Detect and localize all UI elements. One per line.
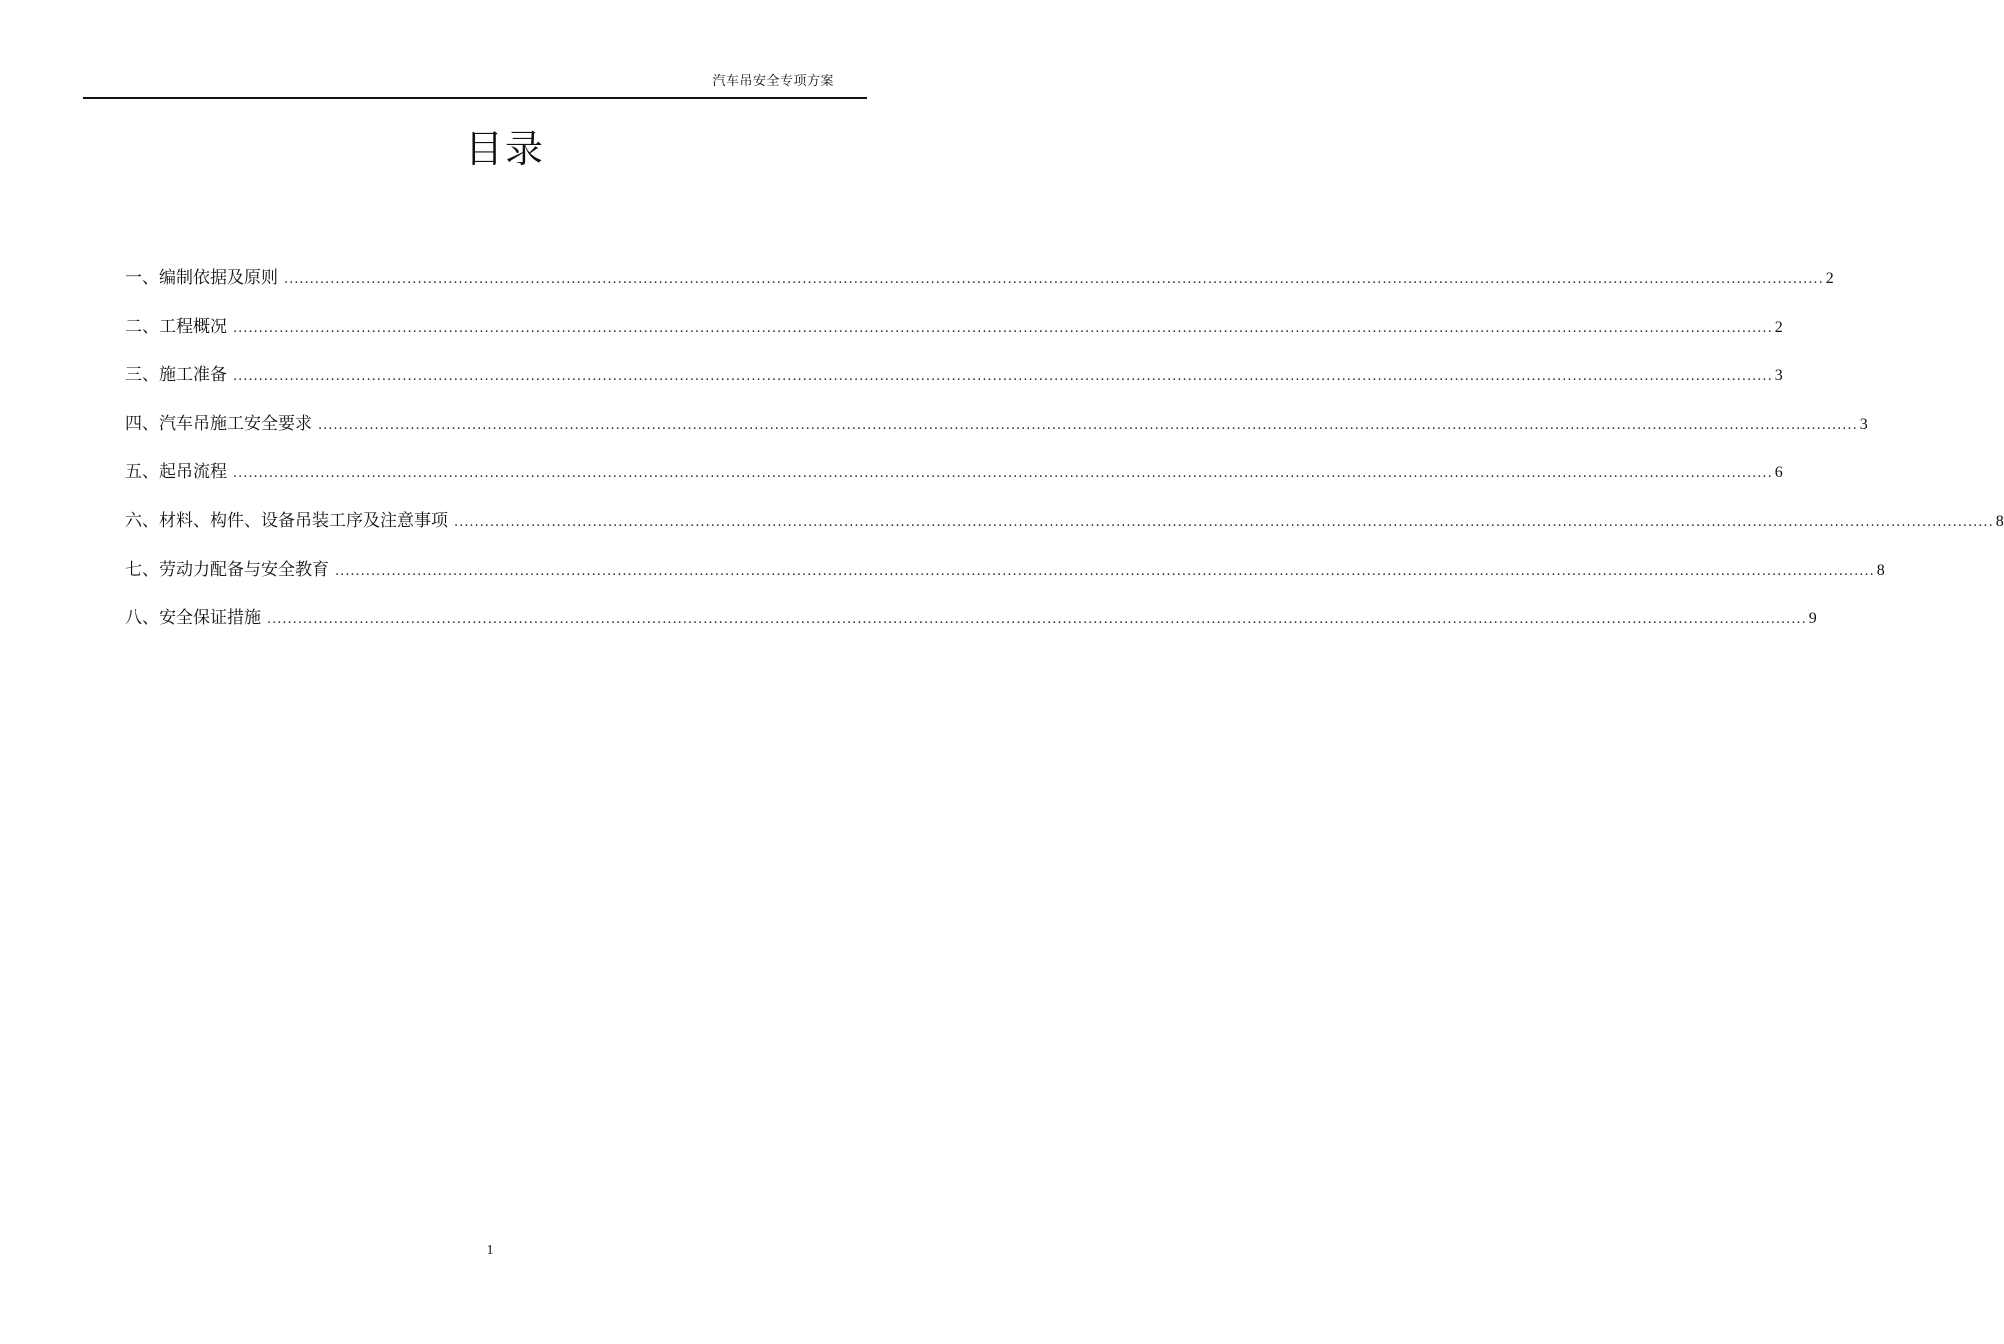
- toc-entry-5[interactable]: [125, 457, 1783, 506]
- page-title: 目录: [464, 127, 545, 171]
- toc-leader-dots: ............................................................................................................................................................................................................................................................................................................: [267, 612, 1807, 628]
- toc-leader-dots: ............................................................................................................................................................................................................................................................................................................: [233, 369, 1773, 385]
- toc-entry-page: 2: [1774, 318, 1783, 336]
- table-of-contents: [125, 263, 2004, 652]
- toc-leader-dots: ............................................................................................................................................................................................................................................................................................................: [335, 563, 1875, 579]
- toc-entry-page: 3: [1774, 367, 1783, 385]
- toc-leader-dots: ............................................................................................................................................................................................................................................................................................................: [318, 417, 1858, 433]
- toc-entry-label: 八、安全保证措施: [125, 608, 261, 629]
- toc-entry-2[interactable]: [125, 312, 1783, 361]
- toc-entry-8[interactable]: [125, 603, 1817, 652]
- toc-entry-label: 六、材料、构件、设备吊装工序及注意事项: [125, 510, 448, 531]
- toc-entry-label: 一、编制依据及原则: [125, 268, 278, 288]
- toc-entry-1[interactable]: [125, 263, 1834, 312]
- toc-entry-page: 3: [1859, 415, 1868, 433]
- toc-entry-7[interactable]: [125, 555, 1885, 604]
- toc-entry-page: 9: [1808, 610, 1817, 628]
- toc-entry-6[interactable]: [125, 506, 2004, 555]
- toc-entry-page: 2: [1825, 270, 1834, 287]
- toc-entry-3[interactable]: [125, 360, 1783, 409]
- toc-entry-label: 四、汽车吊施工安全要求: [125, 413, 312, 434]
- toc-leader-dots: ............................................................................................................................................................................................................................................................................................................: [284, 272, 1824, 287]
- header-rule: [83, 97, 867, 99]
- toc-entry-label: 三、施工准备: [125, 365, 227, 386]
- toc-entry-4[interactable]: [125, 409, 1868, 458]
- toc-leader-dots: ............................................................................................................................................................................................................................................................................................................: [233, 466, 1773, 482]
- toc-entry-page: 6: [1774, 464, 1783, 482]
- page-number: 1: [486, 1243, 494, 1258]
- toc-entry-page: 8: [1995, 512, 2004, 530]
- toc-leader-dots: ............................................................................................................................................................................................................................................................................................................: [233, 320, 1773, 336]
- toc-entry-page: 8: [1876, 561, 1885, 579]
- toc-entry-label: 五、起吊流程: [125, 462, 227, 483]
- toc-leader-dots: ............................................................................................................................................................................................................................................................................................................: [454, 514, 1994, 530]
- running-header: 汽车吊安全专项方案: [712, 74, 834, 89]
- toc-entry-label: 七、劳动力配备与安全教育: [125, 559, 329, 580]
- toc-entry-label: 二、工程概况: [125, 316, 227, 337]
